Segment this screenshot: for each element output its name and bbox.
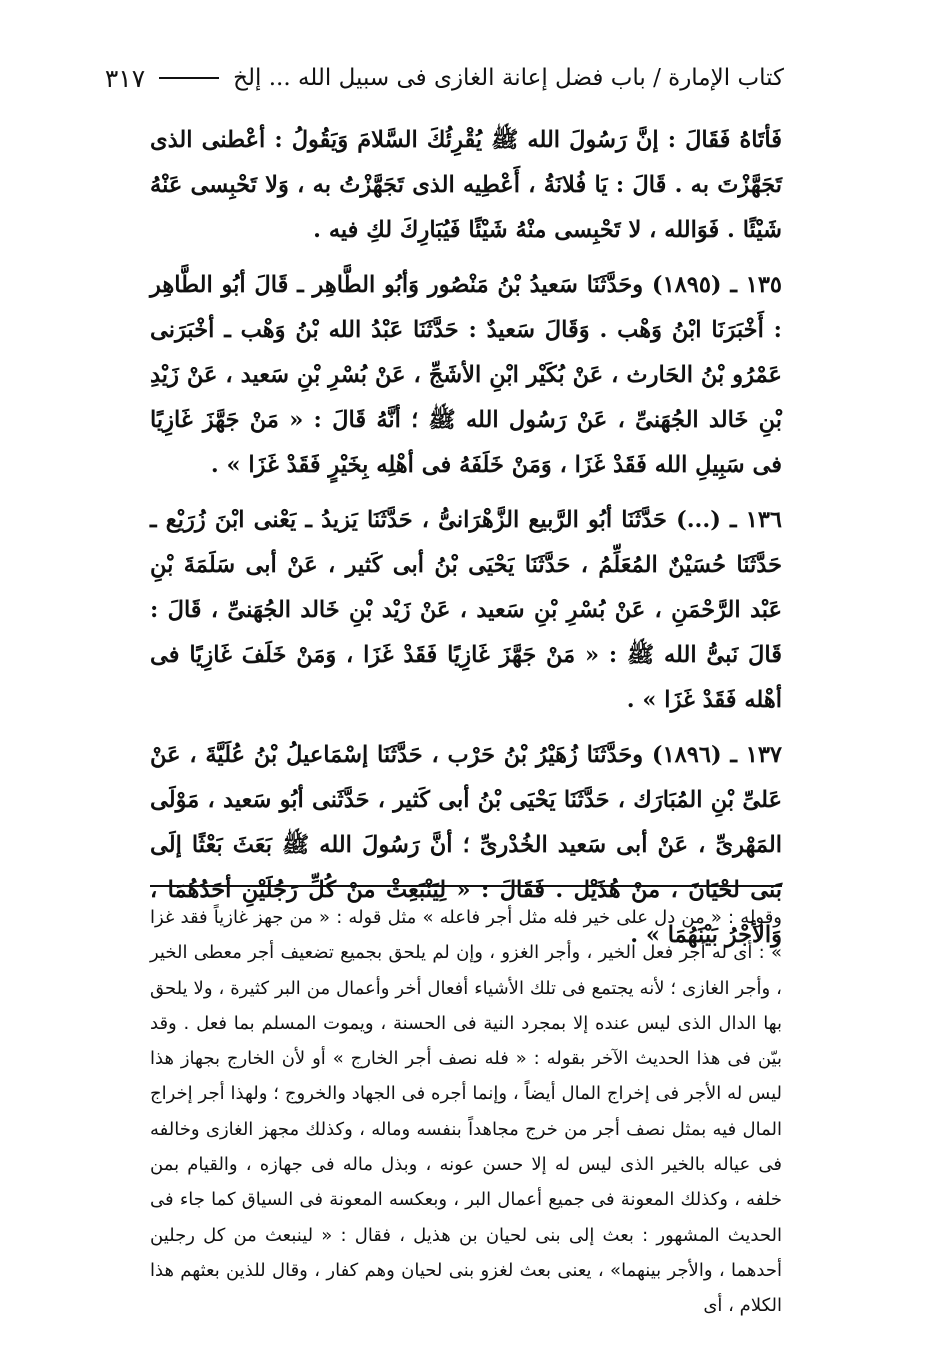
- hadith-paragraph-137: ١٣٧ ـ (١٨٩٦) وحَدَّثَنَا زُهَيْرُ بْنُ حَرْب ، حَدَّثَنَا إسْمَاعيلُ بْنُ عُلَيَّةَ ، عَنْ عَلىِّ بْنِ المُبَارَك ، حَدَّثَنَا يَحْيَى بْنُ أبى كَثير ، حَدَّثَنى أبُو سَعيد ، مَوْلَى المَهْرىِّ ، عَنْ أبى سَعيد الخُدْرىِّ ؛ أنَّ رَسُولَ الله ﷺ بَعَثَ بَعْثًا إلَى بَنى لحْيَانَ ، منْ هُذَيْل . فَقَالَ : « لِيَنْبَعِثْ منْ كُلِّ رَجُلَيْنِ أحَدُهُمَا ، وَالأجْرُ بَيْنَهُمَا » .: [150, 742, 782, 948]
- hadith-paragraph-continuation: فَأتَاهُ فَقَالَ : إنَّ رَسُولَ الله ﷺ يُقْرِئُكَ السَّلامَ وَيَقُولُ : أعْطنى الذى تَجَهَّزْتَ به . قَالَ : يَا فُلانَةُ ، أَعْطِيه الذى تَجَهَّزْتُ به ، وَلا تَحْبِسى عَنْهُ شَيْئًا . فَوَالله ، لا تَحْبِسى منْهُ شَيْئًا فَيُبَارِكَ لكِ فيه .: [150, 127, 782, 243]
- running-title: كتاب الإمارة / باب فضل إعانة الغازى فى سبيل الله ... إلخ: [233, 65, 784, 91]
- page-number: ٣١٧: [104, 63, 146, 93]
- header-rule: [159, 77, 219, 79]
- footnote-divider: [150, 885, 782, 887]
- footnote-paragraph: وقوله : « من دل على خير فله مثل أجر فاعله » مثل قوله : « من جهز غازياً فقد غزا » : أى له أجر فعل الخير ، وأجر الغزو ، وإن لم يلحق بجميع تضعيف أجر معطى الخير ، وأجر الغازى ؛ لأنه يجتمع فى تلك الأشياء أفعال أخر وأعمال من البر كثيرة ، ولا يلحق بها الدال الذى ليس عنده إلا بمجرد النية فى الحسنة ، ويموت المسلم بما فعل . وقد بيّن فى هذا الحديث الآخر بقوله : « فله نصف أجر الخارج » أو لأن الخارج بجهاز هذا ليس له الأجر فى إخراج المال أيضاً ، وإنما أجره فى الجهاد والخروج ؛ ولهذا أجر إخراج المال فيه بمثل نصف أجر من خرج مجاهداً بنفسه وماله ، وكذلك مجهز الغازى وخالفه فى عياله بالخير الذى ليس له إلا حسن عونه ، وبذل ماله فى جهازه ، والقيام بمن خلفه ، وكذلك المعونة فى جميع أعمال البر ، وبعكسه المعونة فى السياق كما جاء فى الحديث المشهور : بعث إلى بنى لحيان بن هذيل ، فقال : « لينبعث من كل رجلين أحدهما ، والأجر بينهما» ، يعنى بعث لغزو بنى لحيان وهم كفار ، وقال للذين بعثهم هذا الكلام ، أى: [150, 907, 782, 1317]
- hadith-paragraph-135: ١٣٥ ـ (١٨٩٥) وحَدَّثَنَا سَعيدُ بْنُ مَنْصُور وَأبُو الطَّاهِر ـ قَالَ أبُو الطَّاهِر : أَخْبَرَنَا ابْنُ وَهْب . وَقَالَ سَعيدٌ : حَدَّثَنَا عَبْدُ الله بْنُ وَهْب ـ أخْبَرَنى عَمْرُو بْنُ الحَارث ، عَنْ بُكَيْر ابْنِ الأشَجِّ ، عَنْ بُسْرِ بْنِ سَعيد ، عَنْ زَيْدِ بْنِ خَالد الجُهَنىِّ ، عَنْ رَسُول الله ﷺ ؛ أنَّهُ قَالَ : « مَنْ جَهَّزَ غَازِيًا فى سَبِيلِ الله فَقَدْ غَزَا ، وَمَنْ خَلَفَهُ فى أهْلِه بِخَيْرٍ فَقَدْ غَزَا » .: [150, 272, 782, 478]
- footnote-commentary: [150, 900, 782, 1324]
- running-header: [104, 58, 784, 98]
- main-text: [150, 118, 782, 958]
- hadith-paragraph-136: ١٣٦ ـ (...) حَدَّثَنَا أبُو الرَّبيع الزَّهْرَانىُّ ، حَدَّثَنَا يَزيدُ ـ يَعْنى ابْنَ زُرَيْع ـ حَدَّثَنَا حُسَيْنٌ المُعَلِّمُ ، حَدَّثَنَا يَحْيَى بْنُ أبى كَثير ، عَنْ أبى سَلَمَةَ بْنِ عَبْد الرَّحْمَنِ ، عَنْ بُسْرِ بْنِ سَعيد ، عَنْ زَيْد بْنِ خَالد الجُهَنىِّ ، قَالَ : قَالَ نَبىُّ الله ﷺ : « مَنْ جَهَّزَ غَازِيًا فَقَدْ غَزَا ، وَمَنْ خَلَفَ غَازِيًا فى أهْله فَقَدْ غَزَا » .: [150, 507, 782, 713]
